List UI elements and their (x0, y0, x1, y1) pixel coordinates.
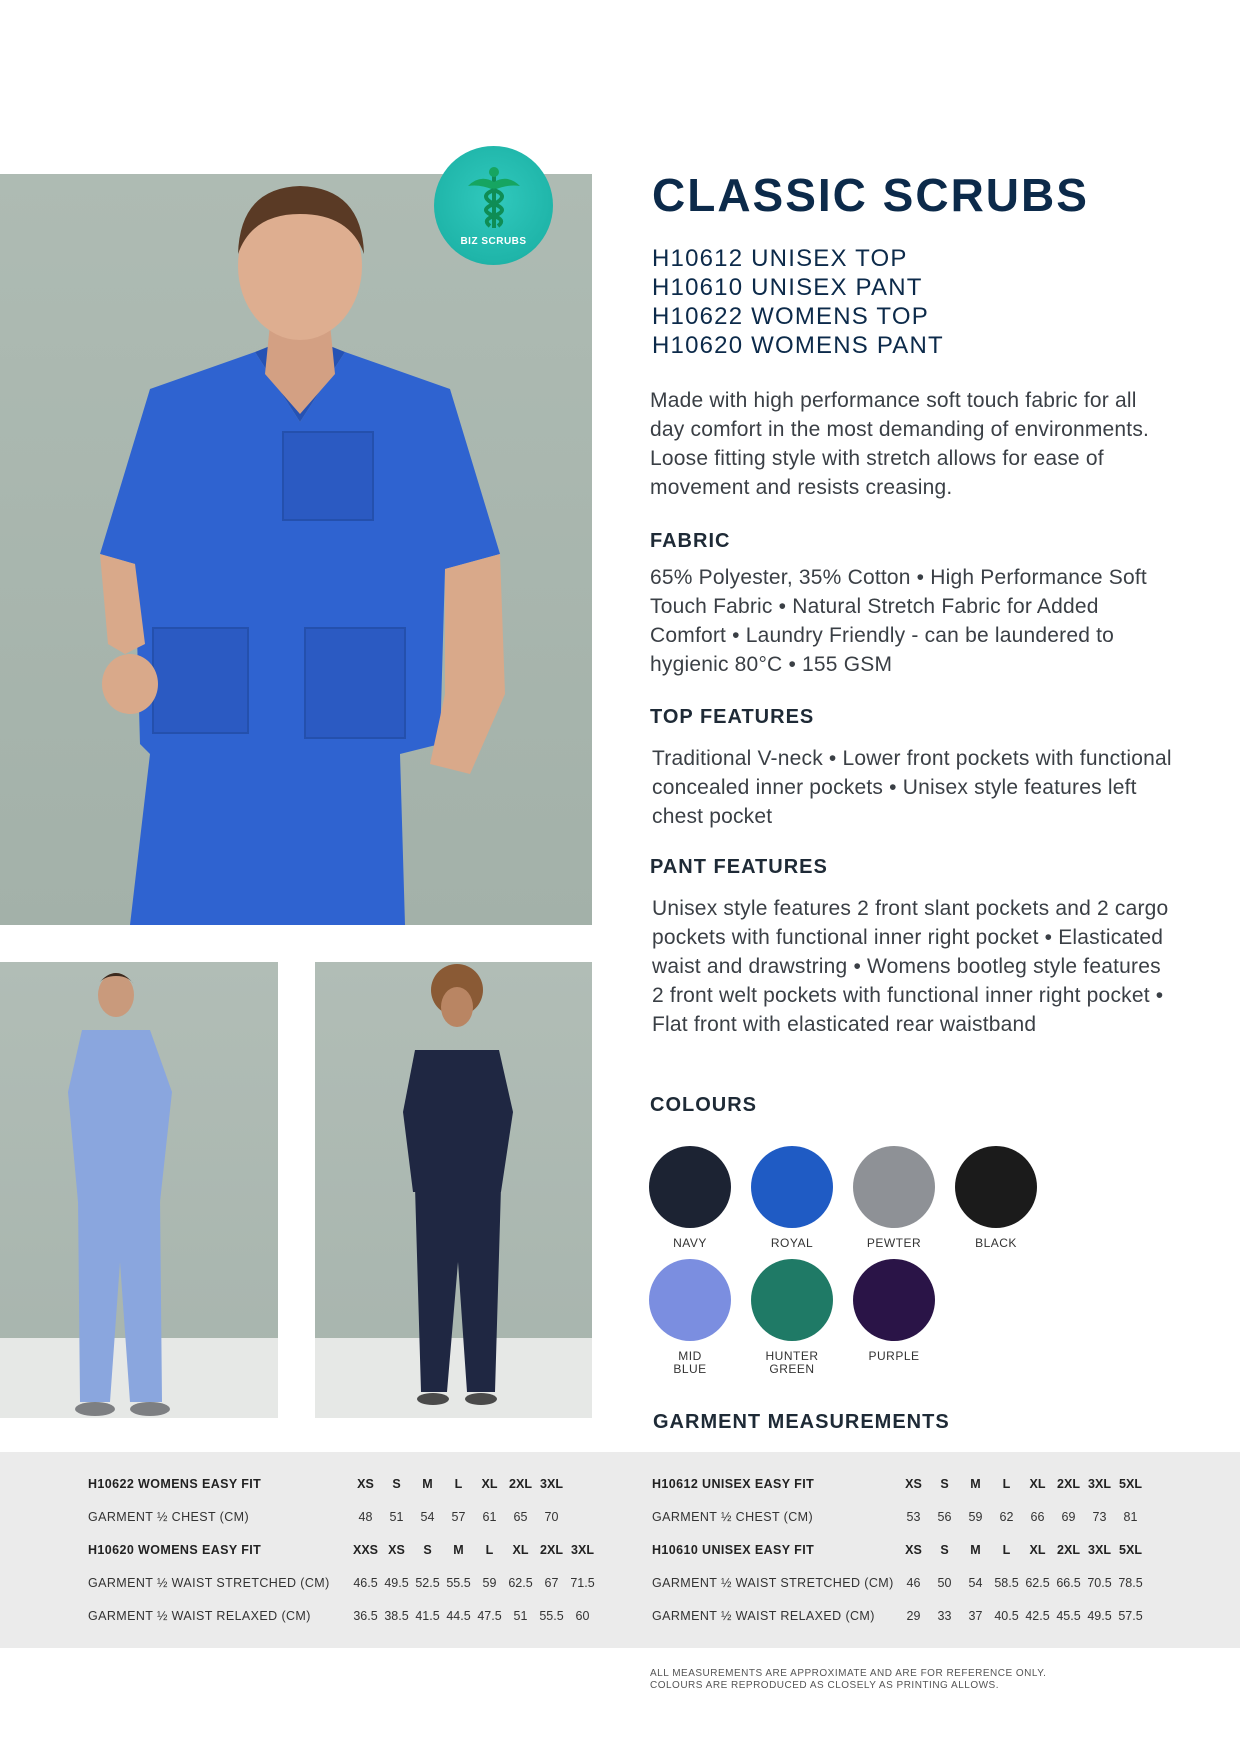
size-cell: 3XL (1088, 1542, 1111, 1557)
swatch-label: MID BLUE (673, 1349, 707, 1376)
colour-swatch-purple (843, 1259, 945, 1363)
colour-swatch-black (945, 1146, 1047, 1250)
colour-swatch-royal (741, 1146, 843, 1250)
value-cell: 81 (1123, 1509, 1138, 1524)
swatch-dot (955, 1146, 1037, 1228)
product-fit-label: H10620 WOMENS EASY FIT (88, 1542, 262, 1557)
value-cell: 36.5 (353, 1608, 378, 1623)
value-cell: 55.5 (539, 1608, 564, 1623)
swatch-label: ROYAL (770, 1236, 814, 1250)
size-cell: 5XL (1119, 1542, 1142, 1557)
pant-features-heading: PANT FEATURES (650, 856, 828, 878)
product-codes (652, 244, 944, 360)
value-cell: 47.5 (477, 1608, 502, 1623)
size-cell: 2XL (540, 1542, 563, 1557)
measurement-label: GARMENT ½ CHEST (CM) (88, 1509, 250, 1524)
top-features-text: Traditional V-neck • Lower front pockets with functional concealed inner pockets • Unisex style features left chest pocket (652, 747, 1172, 828)
size-cell: XS (357, 1476, 374, 1491)
size-cell: M (970, 1476, 981, 1491)
value-cell: 67 (544, 1575, 559, 1590)
colour-swatch-mid-blue (639, 1259, 741, 1376)
value-cell: 73 (1092, 1509, 1107, 1524)
table-header-row (88, 1467, 598, 1500)
value-cell: 50 (937, 1575, 952, 1590)
size-cell: XS (905, 1542, 922, 1557)
size-cell: 2XL (1057, 1476, 1080, 1491)
footnote-line: COLOURS ARE REPRODUCED AS CLOSELY AS PRINTING ALLOWS. (650, 1680, 999, 1691)
product-fit-label: H10612 UNISEX EASY FIT (652, 1476, 815, 1491)
value-cell: 38.5 (384, 1608, 409, 1623)
value-cell: 62.5 (1025, 1575, 1050, 1590)
man-in-mid-blue-scrubs-illustration (0, 962, 278, 1418)
value-cell: 29 (906, 1608, 921, 1623)
size-cell: 2XL (509, 1476, 532, 1491)
product-description: Made with high performance soft touch fabric for all day comfort in the most demanding of environments. Loose fitting style with stretch allows for ease of movement and resists creasing. (650, 389, 1150, 499)
product-photo-woman-navy (315, 962, 592, 1418)
measurement-label: GARMENT ½ WAIST STRETCHED (CM) (652, 1575, 894, 1590)
size-cell: XL (481, 1476, 498, 1491)
product-photo-main (0, 174, 592, 925)
colour-swatch-pewter (843, 1146, 945, 1250)
logo-text: BIZ SCRUBS (460, 236, 527, 247)
caduceus-icon (464, 164, 524, 234)
product-photo-man-mid-blue (0, 962, 278, 1418)
value-cell: 66.5 (1056, 1575, 1081, 1590)
value-cell: 51 (389, 1509, 404, 1524)
value-cell (567, 1500, 598, 1533)
measurement-label: GARMENT ½ WAIST STRETCHED (CM) (88, 1575, 330, 1590)
swatch-dot (649, 1259, 731, 1341)
value-cell: 37 (968, 1608, 983, 1623)
size-cell: 3XL (1088, 1476, 1111, 1491)
swatch-label: PURPLE (868, 1349, 920, 1363)
woman-in-navy-scrubs-illustration (315, 962, 592, 1418)
size-cell: S (940, 1542, 949, 1557)
value-cell: 45.5 (1056, 1608, 1081, 1623)
size-cell (567, 1467, 598, 1500)
product-fit-label: H10622 WOMENS EASY FIT (88, 1476, 262, 1491)
size-cell: 3XL (571, 1542, 594, 1557)
size-cell: M (970, 1542, 981, 1557)
value-cell: 59 (968, 1509, 983, 1524)
value-cell: 54 (968, 1575, 983, 1590)
value-cell: 40.5 (994, 1608, 1019, 1623)
swatch-label: NAVY (673, 1236, 707, 1250)
size-cell: L (485, 1542, 494, 1557)
measurements-table-unisex (652, 1467, 1146, 1632)
table-header-row (652, 1533, 1146, 1566)
value-cell: 44.5 (446, 1608, 471, 1623)
value-cell: 62.5 (508, 1575, 533, 1590)
table-row (652, 1566, 1146, 1599)
table-row (652, 1500, 1146, 1533)
size-cell: S (940, 1476, 949, 1491)
table-row (88, 1566, 598, 1599)
value-cell: 41.5 (415, 1608, 440, 1623)
man-in-royal-scrubs-illustration (0, 174, 592, 925)
fabric-heading: FABRIC (650, 530, 731, 552)
value-cell: 46 (906, 1575, 921, 1590)
value-cell: 57.5 (1118, 1608, 1143, 1623)
value-cell: 65 (513, 1509, 528, 1524)
swatch-label: HUNTER GREEN (765, 1349, 819, 1376)
size-cell: 3XL (540, 1476, 563, 1491)
top-features-heading: TOP FEATURES (650, 706, 815, 728)
measurement-label: GARMENT ½ CHEST (CM) (652, 1509, 814, 1524)
size-cell: 2XL (1057, 1542, 1080, 1557)
value-cell: 46.5 (353, 1575, 378, 1590)
swatch-label: BLACK (975, 1236, 1017, 1250)
table-header-row (652, 1467, 1146, 1500)
value-cell: 71.5 (570, 1575, 595, 1590)
colour-swatch-navy (639, 1146, 741, 1250)
product-code: H10620 WOMENS PANT (652, 332, 944, 359)
measurement-label: GARMENT ½ WAIST RELAXED (CM) (652, 1608, 875, 1623)
table-row (88, 1599, 598, 1632)
table-row (652, 1599, 1146, 1632)
size-cell: M (422, 1476, 433, 1491)
size-cell: M (453, 1542, 464, 1557)
value-cell: 55.5 (446, 1575, 471, 1590)
size-cell: XL (1029, 1542, 1046, 1557)
value-cell: 33 (937, 1608, 952, 1623)
footnote (650, 1668, 1046, 1692)
value-cell: 57 (451, 1509, 466, 1524)
size-cell: XL (1029, 1476, 1046, 1491)
value-cell: 54 (420, 1509, 435, 1524)
size-cell: S (423, 1542, 432, 1557)
swatch-dot (649, 1146, 731, 1228)
product-code: H10612 UNISEX TOP (652, 245, 908, 272)
value-cell: 52.5 (415, 1575, 440, 1590)
size-cell: XS (905, 1476, 922, 1491)
value-cell: 70 (544, 1509, 559, 1524)
size-cell: S (392, 1476, 401, 1491)
swatch-dot (853, 1146, 935, 1228)
fabric-text: 65% Polyester, 35% Cotton • High Performance Soft Touch Fabric • Natural Stretch Fabric for Added Comfort • Laundry Friendly - can be laundered to hygienic 80°C • 155 GSM (650, 566, 1147, 676)
value-cell: 62 (999, 1509, 1014, 1524)
size-cell: L (1002, 1542, 1011, 1557)
page-title: CLASSIC SCRUBS (652, 169, 1089, 221)
value-cell: 60 (575, 1608, 590, 1623)
value-cell: 70.5 (1087, 1575, 1112, 1590)
swatch-dot (751, 1146, 833, 1228)
product-code: H10610 UNISEX PANT (652, 274, 923, 301)
value-cell: 49.5 (384, 1575, 409, 1590)
pant-features-text: Unisex style features 2 front slant pockets and 2 cargo pockets with functional inner right pocket • Elasticated waist and drawstring • Womens bootleg style features 2 front welt pockets with functional inner right pocket • Flat front with elasticated rear waistband (652, 897, 1169, 1036)
value-cell: 51 (513, 1608, 528, 1623)
colour-swatch-hunter-green (741, 1259, 843, 1376)
biz-scrubs-logo (434, 146, 553, 265)
measurements-table-womens (88, 1467, 598, 1632)
value-cell: 69 (1061, 1509, 1076, 1524)
swatch-dot (853, 1259, 935, 1341)
table-header-row (88, 1533, 598, 1566)
colours-heading: COLOURS (650, 1094, 757, 1116)
footnote-line: ALL MEASUREMENTS ARE APPROXIMATE AND ARE FOR REFERENCE ONLY. (650, 1668, 1047, 1679)
value-cell: 48 (358, 1509, 373, 1524)
swatch-label: PEWTER (866, 1236, 922, 1250)
value-cell: 59 (482, 1575, 497, 1590)
value-cell: 49.5 (1087, 1608, 1112, 1623)
product-code: H10622 WOMENS TOP (652, 303, 929, 330)
size-cell: XXS (352, 1542, 378, 1557)
size-cell: L (1002, 1476, 1011, 1491)
size-cell: XS (388, 1542, 405, 1557)
value-cell: 58.5 (994, 1575, 1019, 1590)
measurement-label: GARMENT ½ WAIST RELAXED (CM) (88, 1608, 311, 1623)
size-cell: L (454, 1476, 463, 1491)
value-cell: 56 (937, 1509, 952, 1524)
value-cell: 53 (906, 1509, 921, 1524)
value-cell: 78.5 (1118, 1575, 1143, 1590)
value-cell: 42.5 (1025, 1608, 1050, 1623)
value-cell: 61 (482, 1509, 497, 1524)
garment-measurements-heading: GARMENT MEASUREMENTS (653, 1411, 950, 1433)
product-fit-label: H10610 UNISEX EASY FIT (652, 1542, 815, 1557)
size-cell: XL (512, 1542, 529, 1557)
table-row (88, 1500, 598, 1533)
swatch-dot (751, 1259, 833, 1341)
size-cell: 5XL (1119, 1476, 1142, 1491)
value-cell: 66 (1030, 1509, 1045, 1524)
